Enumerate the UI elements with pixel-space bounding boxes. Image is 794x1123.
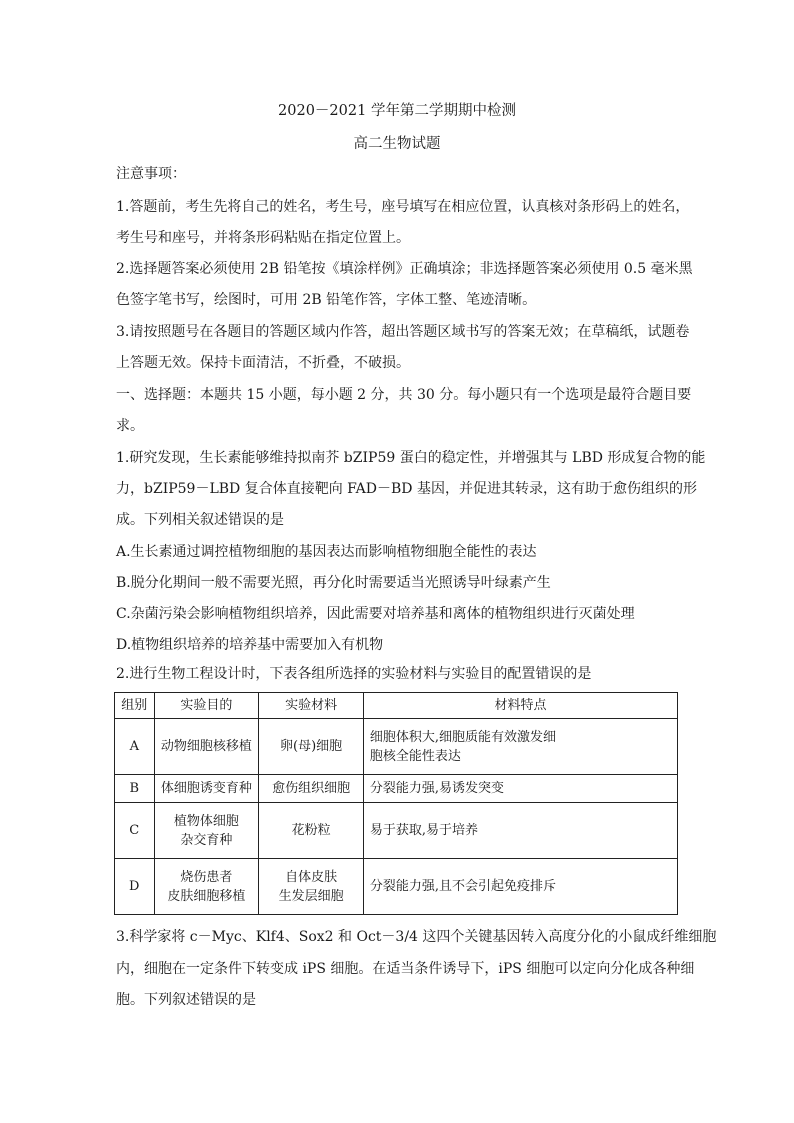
question-2-table [114,692,678,915]
table-header: 组别 [115,693,155,719]
cell-line: 植物体细胞 [173,813,239,829]
table-cell-material: 愈伤组织细胞 [259,775,364,803]
cell-line: 细胞体积大,细胞质能有效激发细 [369,729,557,745]
question-1-stem: 力，bZIP59－LBD 复合体直接靶向 FAD－BD 基因，并促进其转录，这有助于愈伤组织的形 [116,481,697,497]
table-cell-material: 花粉粒 [259,803,364,859]
table-header: 实验材料 [259,693,364,719]
question-1-option-a: A.生长素通过调控植物细胞的基因表达而影响植物细胞全能性的表达 [116,544,537,560]
cell-line: 皮肤细胞移植 [167,888,246,904]
note-line: 色签字笔书写，绘图时，可用 2B 铅笔作答，字体工整、笔迹清晰。 [116,292,537,308]
question-1-option-c: C.杂菌污染会影响植物组织培养，因此需要对培养基和离体的植物组织进行灭菌处理 [116,606,635,622]
table-cell-group: B [115,775,155,803]
table-row [115,719,678,775]
question-3-stem: 3.科学家将 c－Myc、Klf4、Sox2 和 Oct－3/4 这四个关键基因转入高度分化的小鼠成纤维细胞 [116,929,717,945]
table-cell-feature: 分裂能力强,易诱发突变 [363,775,677,803]
question-1-stem: 1.研究发现，生长素能够维持拟南芥 bZIP59 蛋白的稳定性，并增强其与 LBD 形成复合物的能 [116,450,706,466]
table-cell-purpose [154,859,259,915]
table-row [115,803,678,859]
table-cell-purpose: 体细胞诱变育种 [154,775,259,803]
table-header: 实验目的 [154,693,259,719]
table-row [115,775,678,803]
question-3-stem: 胞。下列叙述错误的是 [116,992,256,1008]
question-1-option-d: D.植物组织培养的培养基中需要加入有机物 [116,637,384,653]
table-cell-purpose [154,803,259,859]
cell-line: 杂交育种 [180,832,233,848]
notes-heading: 注意事项： [116,166,186,182]
exam-subtitle: 高二生物试题 [353,136,441,152]
section-heading: 一、选择题：本题共 15 小题，每小题 2 分，共 30 分。每小题只有一个选项是最符合题目要 [116,387,692,403]
table-cell-purpose: 动物细胞核移植 [154,719,259,775]
section-heading-cont: 求。 [116,418,144,434]
table-header-row [115,693,678,719]
cell-line: 烧伤患者 [180,869,233,885]
table-cell-feature [363,719,677,775]
note-line: 3.请按照题号在各题目的答题区域内作答，超出答题区域书写的答案无效；在草稿纸，试题卷 [116,324,690,340]
table-cell-material: 卵(母)细胞 [259,719,364,775]
cell-line: 生发层细胞 [278,888,344,904]
question-1-option-b: B.脱分化期间一般不需要光照，再分化时需要适当光照诱导叶绿素产生 [116,575,551,591]
table-row [115,859,678,915]
cell-line: 胞核全能性表达 [369,748,461,764]
exam-title: 2020－2021 学年第二学期期中检测 [278,103,516,119]
note-line: 上答题无效。保持卡面清洁，不折叠，不破损。 [116,355,410,371]
note-line: 2.选择题答案必须使用 2B 铅笔按《填涂样例》正确填涂；非选择题答案必须使用 0.5 毫米黑 [116,261,693,277]
table-cell-group: C [115,803,155,859]
cell-line: 自体皮肤 [285,869,338,885]
table-cell-material [259,859,364,915]
question-3-stem: 内，细胞在一定条件下转变成 iPS 细胞。在适当条件诱导下，iPS 细胞可以定向分化成各种细 [116,961,695,977]
question-1-stem: 成。下列相关叙述错误的是 [116,512,284,528]
question-2-stem: 2.进行生物工程设计时，下表各组所选择的实验材料与实验目的配置错误的是 [116,666,592,682]
table-cell-group: D [115,859,155,915]
table-header: 材料特点 [363,693,677,719]
table-cell-group: A [115,719,155,775]
table-cell-feature: 分裂能力强,且不会引起免疫排斥 [363,859,677,915]
note-line: 考生号和座号，并将条形码粘贴在指定位置上。 [116,230,410,246]
note-line: 1.答题前，考生先将自己的姓名，考生号，座号填写在相应位置，认真核对条形码上的姓名， [116,199,690,215]
table-cell-feature: 易于获取,易于培养 [363,803,677,859]
